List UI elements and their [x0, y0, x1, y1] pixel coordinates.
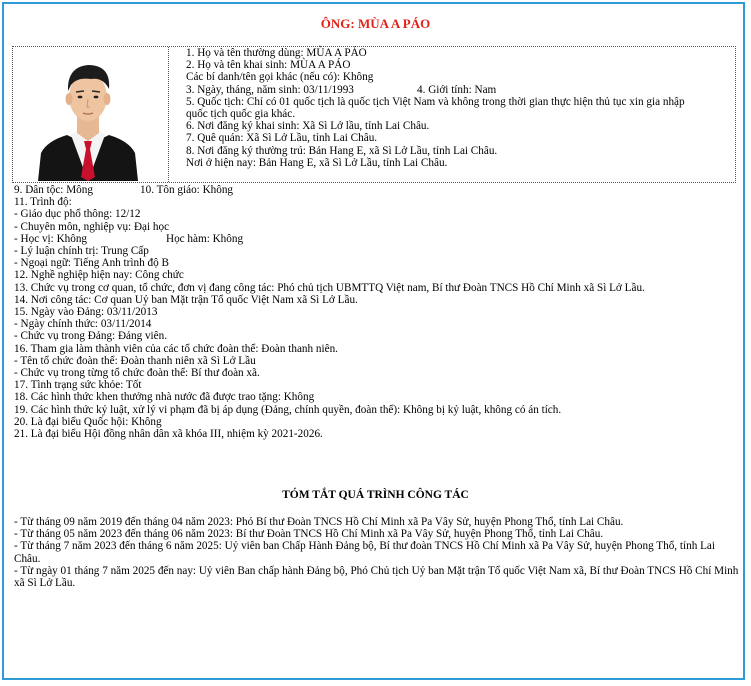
career-heading: TÓM TẮT QUÁ TRÌNH CÔNG TÁC	[282, 489, 469, 501]
academic-rank: Học hàm: Không	[166, 232, 244, 245]
religion: 10. Tôn giáo: Không	[140, 184, 234, 196]
ethnic-religion-row	[14, 184, 742, 196]
date-of-birth: 3. Ngày, tháng, năm sinh: 03/11/1993	[186, 83, 354, 96]
aliases: Các bí danh/tên gọi khác (nếu có): Không	[186, 71, 374, 84]
page-title: ÔNG: MÙA A PÁO	[320, 16, 431, 31]
career-item: - Từ tháng 7 năm 2023 đến tháng 6 năm 2025: Uỷ viên ban Chấp Hành Đảng bộ, Bí thư đoàn TNCS Hồ Chí Minh xã Pa Vây Sử, huyện Phong Thổ, tỉnh Lai Châu.	[14, 540, 715, 565]
current-residence: Nơi ở hiện nay: Bản Hang E, xã Sì Lở Lầu, tỉnh Lai Châu.	[186, 156, 448, 169]
organization-name: - Tên tổ chức đoàn thể: Đoàn thanh niên xã Sì Lở Lầu	[14, 354, 256, 367]
ethnicity: 9. Dân tộc: Mông	[14, 184, 93, 196]
education-heading: 11. Trình độ:	[14, 196, 72, 209]
awards: 18. Các hình thức khen thưởng nhà nước đã được trao tặng: Không	[14, 391, 315, 404]
workplace: 14. Nơi công tác: Cơ quan Uỷ ban Mặt trận Tổ quốc Việt Nam xã Sì Lở Lầu.	[14, 293, 358, 306]
position: 13. Chức vụ trong cơ quan, tổ chức, đơn vị đang công tác: Phó chủ tịch UBMTTQ Việt nam, Bí thư Đoàn TNCS Hồ Chí Minh xã Sì Lở Lầu.	[14, 281, 645, 294]
specialization: - Chuyên môn, nghiệp vụ: Đại học	[14, 220, 170, 233]
party-official-date: - Ngày chính thức: 03/11/2014	[14, 318, 152, 331]
birth-registration: 6. Nơi đăng ký khai sinh: Xã Sì Lở lầu, tỉnh Lai Châu.	[186, 120, 430, 133]
academic-degree: - Học vị: Không	[14, 232, 88, 245]
bio-lines	[186, 47, 746, 169]
party-join-date: 15. Ngày vào Đảng: 03/11/2013	[14, 306, 158, 319]
dob-gender-row	[186, 84, 746, 96]
organization-role: - Chức vụ trong từng tổ chức đoàn thể: Bí thư đoàn xã.	[14, 367, 260, 380]
council-delegate: 21. Là đại biểu Hội đồng nhân dân xã khóa III, nhiệm kỳ 2021-2026.	[14, 428, 323, 441]
permanent-residence: 8. Nơi đăng ký thường trú: Bản Hang E, xã Sì Lở Lầu, tỉnh Lai Châu.	[186, 144, 498, 157]
health-status: 17. Tình trạng sức khỏe: Tốt	[14, 379, 142, 392]
details-section	[14, 184, 742, 440]
occupation: 12. Nghề nghiệp hiện nay: Công chức	[14, 269, 184, 282]
degree-rank-row	[14, 233, 742, 245]
gender: 4. Giới tính: Nam	[417, 83, 497, 96]
nationality-cont: quốc tịch quốc gia khác.	[186, 108, 296, 121]
hometown: 7. Quê quán: Xã Sì Lở Lầu, tỉnh Lai Châu.	[186, 132, 378, 145]
bio-table	[12, 46, 736, 183]
career-item: - Từ ngày 01 tháng 7 năm 2025 đến nay: Uỷ viên Ban chấp hành Đảng bộ, Phó Chủ tịch Uỷ ban Mặt trận Tổ quốc Việt Nam xã, Bí thư Đoàn TNCS Hồ Chí Minh xã Sì Lở Lầu.	[14, 564, 739, 590]
discipline: 19. Các hình thức kỷ luật, xử lý vi phạm đã bị áp dụng (Đảng, chính quyền, đoàn thể): Không bị kỷ luật, không có án tích.	[14, 403, 562, 416]
general-education: - Giáo dục phổ thông: 12/12	[14, 208, 141, 221]
foreign-language: - Ngoại ngữ: Tiếng Anh trình độ B	[14, 257, 169, 270]
career-item: - Từ tháng 05 năm 2023 đến tháng 06 năm 2023: Bí thư Đoàn TNCS Hồ Chí Minh xã Pa Vây Sử, huyện Phong Thổ, tỉnh Lai Châu.	[14, 528, 604, 541]
party-role: - Chức vụ trong Đảng: Đảng viên.	[14, 330, 168, 343]
common-name: 1. Họ và tên thường dùng: MÙA A PÁO	[186, 47, 367, 59]
photo-cell	[13, 47, 169, 182]
organizations: 16. Tham gia làm thành viên của các tổ chức đoàn thể: Đoàn thanh niên.	[14, 342, 338, 355]
national-assembly: 20. Là đại biểu Quốc hội: Không	[14, 415, 162, 428]
portrait-photo	[33, 53, 143, 181]
career-item: - Từ tháng 09 năm 2019 đến tháng 04 năm 2023: Phó Bí thư Đoàn TNCS Hồ Chí Minh xã Pa Vây Sử, huyện Phong Thổ, tỉnh Lai Châu.	[14, 516, 624, 528]
political-theory: - Lý luận chính trị: Trung Cấp	[14, 245, 149, 258]
nationality: 5. Quốc tịch: Chỉ có 01 quốc tịch là quốc tịch Việt Nam và không trong thời gian thực hiện thủ tục xin gia nhập	[186, 95, 685, 108]
birth-name: 2. Họ và tên khai sinh: MÙA A PÁO	[186, 59, 351, 72]
career-list	[14, 516, 739, 589]
